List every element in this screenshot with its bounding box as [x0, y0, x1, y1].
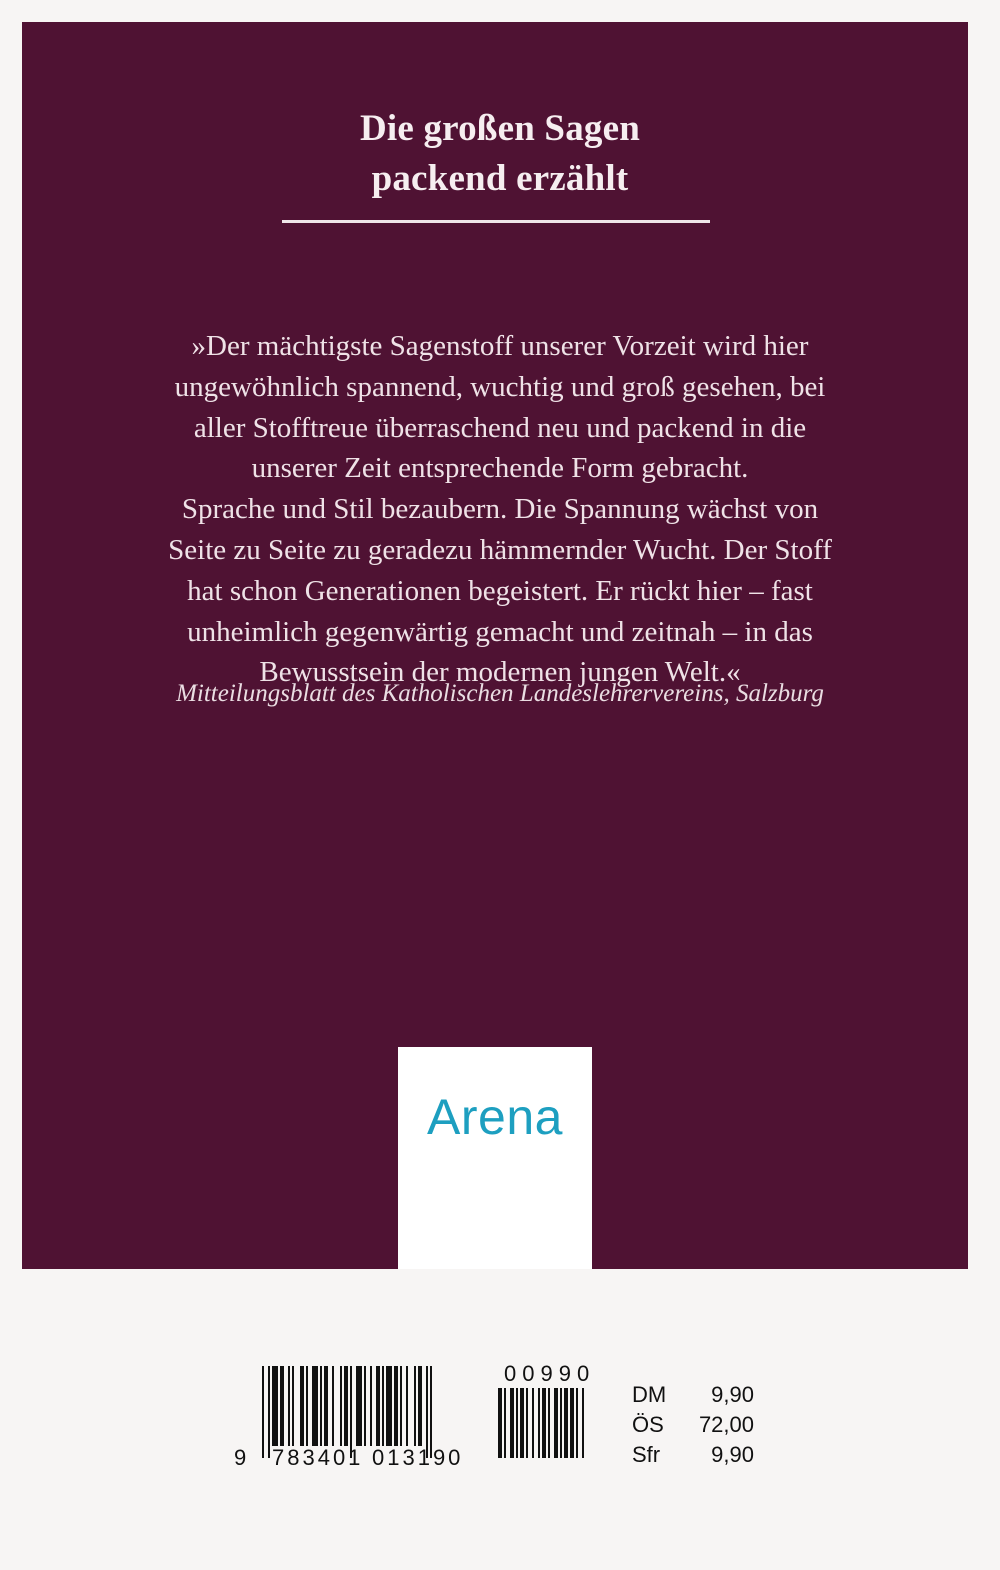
isbn-barcode	[232, 1358, 612, 1478]
barcode-bar	[320, 1366, 322, 1446]
barcode-bar	[538, 1388, 540, 1458]
quote-line: ungewöhnlich spannend, wuchtig und groß gesehen, bei	[174, 370, 826, 403]
barcode-bar	[332, 1366, 334, 1446]
price-table	[632, 1380, 772, 1470]
barcode-bar	[564, 1388, 568, 1458]
barcode-bar	[288, 1366, 290, 1446]
headline-divider	[282, 220, 710, 223]
barcode-bar	[554, 1388, 558, 1458]
quote-line: unserer Zeit entsprechende Form gebracht.	[251, 452, 749, 485]
price-row-sfr	[632, 1440, 772, 1470]
barcode-bar	[280, 1366, 284, 1446]
barcode-addon-digits: 00990	[504, 1361, 596, 1386]
publisher-logo-box	[398, 1047, 592, 1269]
barcode-bar	[576, 1388, 578, 1458]
barcode-bar	[370, 1366, 372, 1446]
barcode-bar	[414, 1366, 416, 1446]
barcode-bar	[324, 1366, 328, 1446]
price-currency: DM	[632, 1382, 667, 1407]
price-value: 9,90	[711, 1442, 754, 1467]
barcode-first-digit: 9	[234, 1445, 250, 1470]
barcode-bar	[582, 1388, 584, 1458]
barcode-bar	[570, 1388, 574, 1458]
quote-line: aller Stofftreue überraschend neu und packend in die	[193, 411, 807, 444]
barcode-bar	[418, 1366, 422, 1446]
arena-logo: Arena	[427, 1089, 563, 1145]
barcode-right-digits: 013190	[372, 1445, 464, 1470]
price-currency: Sfr	[632, 1442, 661, 1467]
barcode-bar	[520, 1388, 524, 1458]
price-value: 72,00	[698, 1412, 754, 1437]
barcode-bar	[262, 1366, 264, 1458]
price-value: 9,90	[711, 1382, 754, 1407]
barcode-bar	[382, 1366, 384, 1446]
barcode-bar	[400, 1366, 402, 1446]
barcode-bar	[394, 1366, 398, 1446]
headline	[0, 104, 1000, 204]
quote-line: »Der mächtigste Sagenstoff unserer Vorzeit wird hier	[191, 330, 809, 362]
barcode-bar	[504, 1388, 506, 1458]
barcode-bar	[364, 1366, 366, 1446]
review-quote	[100, 326, 900, 693]
barcode-bar	[292, 1366, 294, 1446]
barcode-bar	[510, 1388, 514, 1458]
barcode-bar	[300, 1366, 304, 1446]
barcode-bar	[386, 1366, 392, 1446]
barcode-bar	[306, 1366, 308, 1446]
barcode-bar	[312, 1366, 318, 1446]
barcode-bar	[340, 1366, 342, 1446]
quote-line: hat schon Generationen begeistert. Er rückt hier – fast	[187, 574, 813, 607]
barcode-bar	[344, 1366, 348, 1446]
barcode-bar	[376, 1366, 380, 1446]
barcode-bar	[560, 1388, 562, 1458]
barcode-bar	[406, 1366, 408, 1446]
barcode-bar	[498, 1388, 502, 1458]
quote-line: Sprache und Stil bezaubern. Die Spannung wächst von	[181, 493, 819, 526]
barcode-bar	[272, 1366, 278, 1446]
barcode-bar	[542, 1388, 546, 1458]
barcode-bar	[548, 1388, 550, 1458]
quote-line: Bewusstsein der modernen jungen Welt.«	[259, 656, 741, 689]
headline-line-2: packend erzählt	[371, 158, 629, 199]
barcode-left-digits: 783401	[272, 1445, 364, 1470]
barcode-bar	[532, 1388, 534, 1458]
quote-source: Mitteilungsblatt des Katholischen Landeslehrervereins, Salzburg	[176, 680, 824, 707]
price-row-os	[632, 1410, 772, 1440]
barcode-bar	[526, 1388, 528, 1458]
barcode-bar	[268, 1366, 270, 1458]
price-currency: ÖS	[632, 1412, 664, 1437]
barcode-bar	[516, 1388, 518, 1458]
barcode-bar	[356, 1366, 362, 1446]
price-row-dm	[632, 1380, 772, 1410]
headline-line-1: Die großen Sagen	[359, 108, 641, 149]
quote-line: unheimlich gegenwärtig gemacht und zeitnah – in das	[187, 615, 813, 648]
quote-line: Seite zu Seite zu geradezu hämmernder Wucht. Der Stoff	[168, 533, 832, 566]
